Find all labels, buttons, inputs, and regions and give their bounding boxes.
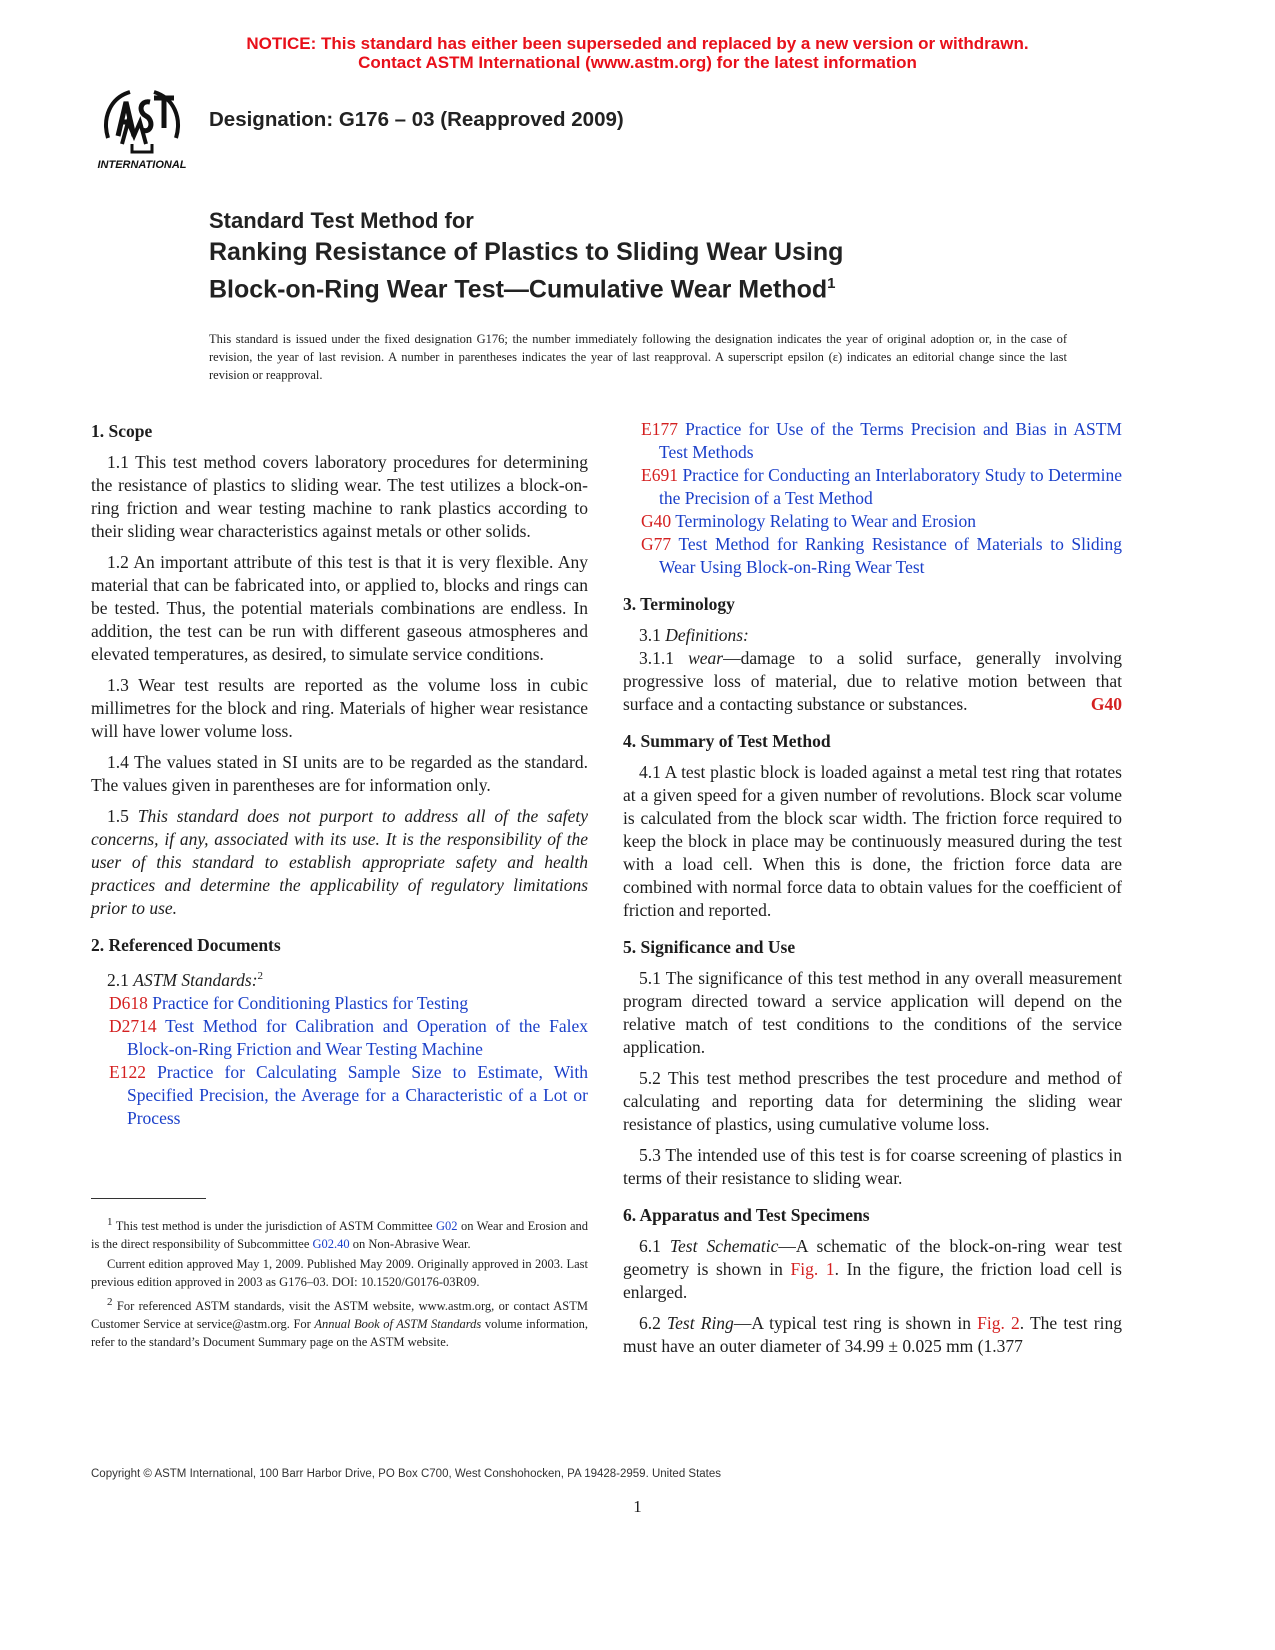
ref-g77[interactable] (623, 533, 1122, 579)
notice-line-2: Contact ASTM International (www.astm.org) for the latest information (358, 53, 917, 72)
fig-2-link[interactable]: Fig. 2 (977, 1313, 1020, 1333)
apparatus-6-2-term: Test Ring (667, 1313, 734, 1333)
title-line-1: Standard Test Method for (209, 208, 474, 233)
apparatus-6-1-text-b: . In the figure, the friction load cell is enlarged. (623, 1259, 1122, 1302)
scope-heading: 1. Scope (91, 421, 153, 441)
title-footnote-mark: 1 (827, 275, 836, 292)
footnote-2-mark: 2 (107, 1296, 113, 1309)
page-number: 1 (633, 1497, 642, 1516)
title-line-3: Block-on-Ring Wear Test—Cumulative Wear Method (209, 275, 828, 304)
wear-text: —damage to a solid surface, generally involving progressive loss of material, due to relative motion between that surface and a contacting substance or substances. (623, 648, 1122, 714)
document-title (209, 206, 1109, 305)
scope-1-5 (91, 805, 588, 920)
copyright: Copyright © ASTM International, 100 Barr Harbor Drive, PO Box C700, West Conshohocken, PA 19428-2959. United States (91, 1468, 722, 1480)
terminology-heading: 3. Terminology (623, 594, 735, 614)
notice-line-1: NOTICE: This standard has either been superseded and replaced by a new version or withdrawn. (246, 34, 1029, 53)
ref-title: Practice for Conducting an Interlaboratory Study to Determine the Precision of a Test Method (659, 465, 1123, 508)
scope-1-4: 1.4 The values stated in SI units are to be regarded as the standard. The values given in parentheses are for information only. (91, 752, 588, 795)
significance-5-2: 5.2 This test method prescribes the test procedure and method of calculating and reporting data for determining the sliding wear resistance of plastics, using cumulative volume loss. (623, 1068, 1122, 1134)
apparatus-heading: 6. Apparatus and Test Specimens (623, 1205, 870, 1225)
wear-num: 3.1.1 (639, 648, 674, 668)
astm-standards-num: 2.1 (107, 969, 129, 990)
summary-4-1: 4.1 A test plastic block is loaded against a metal test ring that rotates at a given speed for a given number of revolutions. Block scar volume is calculated from the block scar width. The friction force required to keep the block in place may be continuously measured during the test with a load cell. When this is done, the friction force data are combined with normal force data to obtain values for the coefficient of friction and reported. (623, 762, 1122, 920)
fig-1-link[interactable]: Fig. 1 (790, 1259, 835, 1279)
apparatus-6-1-term: Test Schematic (669, 1236, 779, 1256)
right-column (623, 418, 1122, 1366)
apparatus-6-2-text-b: . The test ring must have an outer diameter of 34.99 ± 0.025 mm (1.377 (623, 1313, 1122, 1356)
referenced-heading: 2. Referenced Documents (91, 935, 281, 955)
ref-g40[interactable] (623, 510, 1122, 533)
ref-title: Practice for Use of the Terms Precision and Bias in ASTM Test Methods (659, 419, 1122, 462)
apparatus-6-2 (623, 1312, 1122, 1358)
committee-link[interactable]: G02 (436, 1219, 458, 1234)
definitions-num: 3.1 (639, 625, 661, 645)
notice-banner (0, 34, 1275, 72)
scope-1-5-text: This standard does not purport to address all of the safety concerns, if any, associated with its use. It is the responsibility of the user of this standard to establish appropriate safety and health practices and determine the applicability of regulatory limitations prior to use. (91, 806, 588, 918)
ref-e122[interactable] (91, 1061, 588, 1130)
significance-5-3: 5.3 The intended use of this test is for coarse screening of plastics in terms of their resistance to sliding wear. (623, 1145, 1122, 1188)
footnote-edition: Current edition approved May 1, 2009. Published May 2009. Originally approved in 2003. Last previous edition approved in 2003 as G176–03. DOI: 10.1520/G0176-03R09. (91, 1257, 588, 1290)
footnote-2-text-b: volume information, refer to the standard’s Document Summary page on the ASTM website. (91, 1317, 588, 1350)
scope-1-1: 1.1 This test method covers laboratory procedures for determining the resistance of plastics to sliding wear. The test utilizes a block-on-ring friction and wear testing machine to rank plastics according to their sliding wear characteristics against metals or other solids. (91, 452, 588, 541)
ref-code: D618 (109, 992, 148, 1013)
scope-1-5-num: 1.5 (107, 806, 129, 826)
ref-code: E177 (641, 419, 678, 439)
wear-term: wear (688, 648, 724, 668)
significance-heading: 5. Significance and Use (623, 937, 796, 957)
ref-title: Terminology Relating to Wear and Erosion (675, 511, 977, 531)
apparatus-6-2-num: 6.2 (639, 1313, 661, 1333)
footnotes (91, 1213, 588, 1353)
logo-text: INTERNATIONAL (97, 159, 187, 171)
footnote-1-mark: 1 (107, 1216, 113, 1228)
apparatus-6-1-text-a: —A schematic of the block-on-ring wear test geometry is shown in (623, 1236, 1123, 1279)
ref-d618[interactable] (91, 992, 588, 1015)
ref-e691[interactable] (623, 464, 1122, 510)
footnote-1-text-c: on Non-Abrasive Wear. (349, 1237, 471, 1252)
subcommittee-link[interactable]: G02.40 (312, 1237, 350, 1252)
ref-title: Test Method for Ranking Resistance of Materials to Sliding Wear Using Block-on-Ring Wear Test (659, 534, 1122, 577)
ref-code: E122 (109, 1061, 146, 1082)
definitions-text: Definitions: (665, 625, 749, 645)
scope-1-2: 1.2 An important attribute of this test is that it is very flexible. Any material that can be fabricated into, or applied to, blocks and rings can be tested. Thus, the potential materials combinations are endless. In addition, the test can be run with different gaseous atmospheres and elevated temperatures, as desired, to simulate service conditions. (91, 552, 588, 664)
ref-e177[interactable] (623, 418, 1122, 464)
ref-title: Test Method for Calibration and Operation of the Falex Block-on-Ring Friction and Wear Testing Machine (127, 1015, 588, 1059)
astm-standards-sup: 2 (257, 970, 264, 982)
summary-heading: 4. Summary of Test Method (623, 731, 831, 751)
astm-standards-text: ASTM Standards: (133, 969, 258, 990)
astm-logo (92, 88, 192, 174)
footnote-2 (91, 1293, 588, 1351)
definitions-label (623, 624, 1122, 647)
scope-1-3: 1.3 Wear test results are reported as the volume loss in cubic millimetres for the block and ring. Materials of higher wear resistance will have lower volume loss. (91, 675, 588, 741)
designation: Designation: G176 – 03 (Reapproved 2009) (209, 108, 624, 131)
footnote-2-italic: Annual Book of ASTM Standards (314, 1317, 482, 1332)
footnote-1-text-b: on Wear and Erosion and is the direct responsibility of Subcommittee (91, 1219, 588, 1252)
footnote-1-text-a: This test method is under the jurisdiction of ASTM Committee (115, 1219, 437, 1234)
apparatus-6-2-text-a: —A typical test ring is shown in (733, 1313, 978, 1333)
ref-title: Practice for Conditioning Plastics for Testing (152, 992, 469, 1013)
ref-code: D2714 (109, 1015, 157, 1036)
left-column (91, 420, 588, 1130)
footnote-1 (91, 1213, 588, 1253)
ref-d2714[interactable] (91, 1015, 588, 1061)
ref-code: G77 (641, 534, 672, 554)
significance-5-1: 5.1 The significance of this test method in any overall measurement program directed toward a service application will depend on the relative match of test conditions to the conditions of the service application. (623, 968, 1122, 1057)
footnote-rule (91, 1198, 206, 1199)
ref-code: E691 (641, 465, 678, 485)
title-line-2: Ranking Resistance of Plastics to Sliding Wear Using (209, 238, 844, 266)
astm-standards-label (91, 965, 588, 992)
footnote-2-text-a: For referenced ASTM standards, visit the ASTM website, www.astm.org, or contact ASTM Customer Service at service@astm.org. For (91, 1299, 588, 1332)
ref-code: G40 (641, 511, 672, 531)
issued-note: This standard is issued under the fixed designation G176; the number immediately following the designation indicates the year of original adoption or, in the case of revision, the year of last revision. A number in parentheses indicates the year of last reapproval. A superscript epsilon (ε) indicates an editorial change since the last revision or reapproval. (209, 332, 1067, 382)
ref-title: Practice for Calculating Sample Size to Estimate, With Specified Precision, the Average for a Characteristic of a Lot or Process (127, 1061, 589, 1128)
apparatus-6-1 (623, 1235, 1122, 1304)
wear-definition (623, 647, 1122, 716)
apparatus-6-1-num: 6.1 (639, 1236, 661, 1256)
wear-ref-link[interactable]: G40 (1090, 694, 1122, 714)
